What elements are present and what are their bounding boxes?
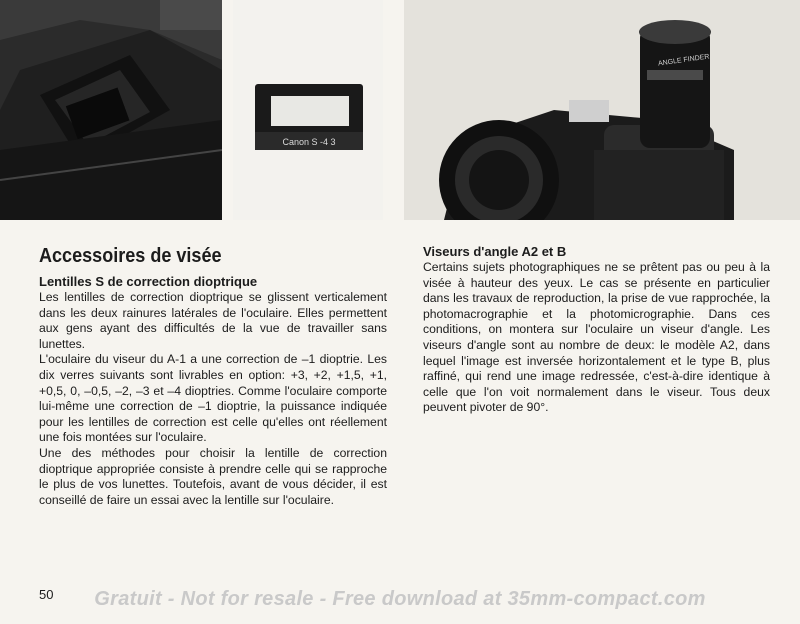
- page-number: 50: [39, 587, 54, 602]
- subsection-title-lenses: Lentilles S de correction dioptrique: [39, 274, 258, 289]
- paragraph: Une des méthodes pour choisir la lentille de correction dioptrique appropriée consiste à prendre celle qui se rapproche le plus de vos lunettes. Toutefois, avant de vous décider, il est conseillé de faire un essai avec la lentille sur l'oculaire.: [39, 445, 387, 507]
- lens-engraving: Canon S -4 3: [282, 137, 336, 147]
- camera-eyepiece-photo: [0, 0, 222, 220]
- correction-lens-photo: [233, 0, 383, 220]
- finder-engraving: ANGLE FINDER: [657, 53, 710, 68]
- left-column: [39, 244, 387, 508]
- angle-finder-photo: [404, 0, 800, 220]
- paragraph: Certains sujets photographiques ne se prêtent pas ou peu à la visée à hauteur des yeux. Le cas se présente en particulier dans les travaux de reproduction, la prise de vue rapprochée, la photomacrographie et la photomicrographie. Dans ces conditions, on montera sur l'oculaire un viseur d'angle. Les viseurs d'angle sont au nombre de deux: le modèle A2, dans lequel l'image est inversée horizontalement et le type B, plus raffiné, qui rend une image redressée, c'est-à-dire identique à celle que l'on voit normalement dans le viseur. Tous deux peuvent pivoter de 90°.: [423, 260, 770, 415]
- right-column: [423, 244, 770, 416]
- section-title: Accessoires de visée: [39, 244, 222, 267]
- paragraph: Les lentilles de correction dioptrique se glissent verticalement dans les deux rainures latérales de l'oculaire. Elles permettent aux gens ayant des difficultés de la vue de travailler sans lunettes.: [39, 290, 387, 351]
- watermark: Gratuit - Not for resale - Free download at 35mm-compact.com: [94, 588, 706, 610]
- paragraph: L'oculaire du viseur du A-1 a une correction de –1 dioptrie. Les dix verres suivants sont livrables en option: +3, +2, +1,5, +1, +0,5, 0, –0,5, –2, –3 et –4 dioptries. Comme l'oculaire comporte lui-même une correction de –1 dioptrie, la puissance indiquée pour les lentilles de correction est celle qu'elles ont réellement une fois montées sur l'oculaire.: [39, 352, 387, 445]
- subsection-title-angle-finders: Viseurs d'angle A2 et B: [423, 244, 567, 259]
